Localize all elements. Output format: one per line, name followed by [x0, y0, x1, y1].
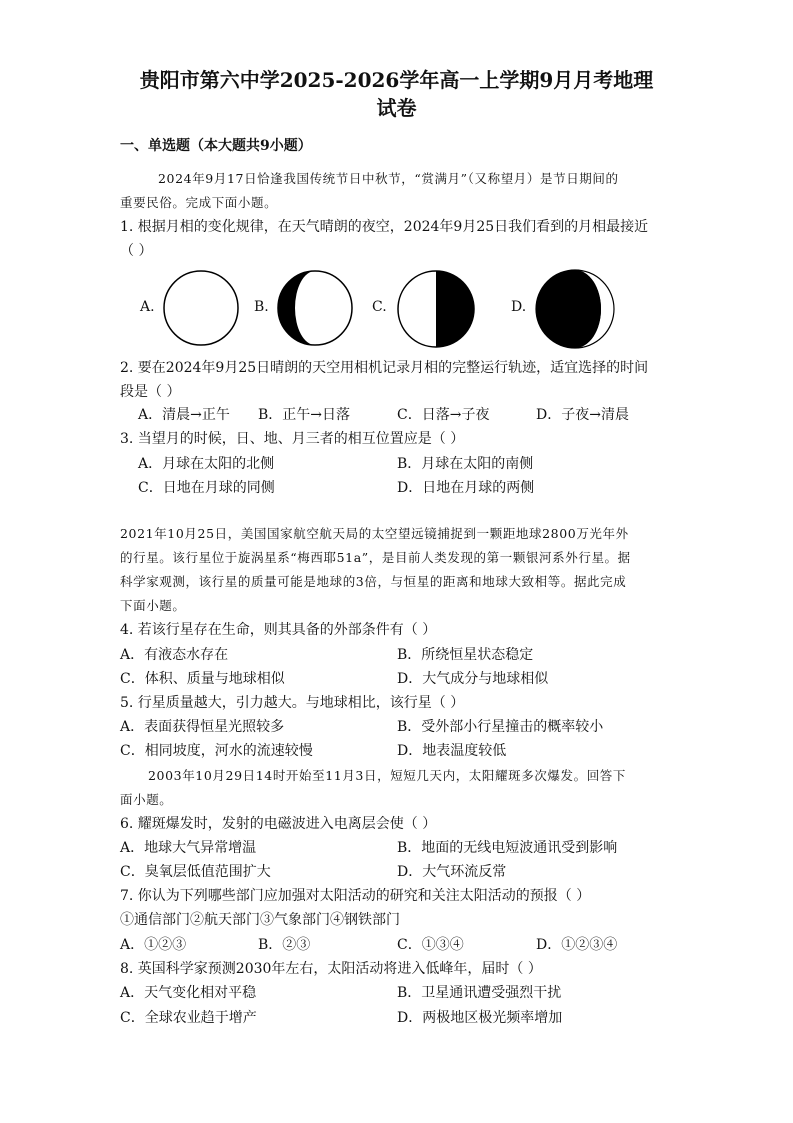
q2-option-c: C．日落→子夜	[397, 407, 490, 423]
full-moon-icon	[162, 269, 240, 347]
q5-option-b: B．受外部小行星撞击的概率较小	[397, 719, 604, 735]
question-7-items: ①通信部门②航天部门③气象部门④钢铁部门	[120, 912, 400, 928]
q8-option-d: D．两极地区极光频率增加	[397, 1010, 563, 1026]
passage-3-line-2: 面小题。	[120, 792, 173, 807]
q6-option-d: D．大气环流反常	[397, 864, 507, 880]
q5-option-d: D．地表温度较低	[397, 743, 507, 759]
q4-option-a: A．有液态水存在	[120, 647, 229, 663]
q8-option-b: B．卫星通讯遭受强烈干扰	[397, 985, 562, 1001]
exam-title-continued: 试卷	[376, 96, 417, 120]
q4-option-b: B．所绕恒星状态稳定	[397, 647, 534, 663]
q7-option-c: C．①③④	[397, 937, 464, 953]
q3-option-c: C．日地在月球的同侧	[138, 480, 275, 496]
q7-option-b: B．②③	[258, 937, 311, 953]
q3-option-a: A．月球在太阳的北侧	[138, 456, 275, 472]
q4-option-d: D．大气成分与地球相似	[397, 671, 549, 687]
q8-option-a: A．天气变化相对平稳	[120, 985, 257, 1001]
q7-option-d: D．①②③④	[536, 937, 618, 953]
passage-2-line-4: 下面小题。	[120, 598, 186, 613]
question-8: 8. 英国科学家预测2030年左右，太阳活动将进入低峰年，届时（ ）	[120, 961, 542, 977]
q2-option-d: D．子夜→清晨	[536, 407, 629, 423]
q7-option-a: A．①②③	[120, 937, 187, 953]
q6-option-b: B．地面的无线电短波通讯受到影响	[397, 840, 618, 856]
last-quarter-moon-icon	[396, 269, 476, 349]
question-2-continued: 段是（ ）	[120, 384, 181, 400]
waxing-gibbous-moon-icon	[276, 269, 354, 347]
waning-crescent-moon-icon	[534, 268, 618, 350]
q3-option-d: D．日地在月球的两侧	[397, 480, 535, 496]
q6-option-a: A．地球大气异常增温	[120, 840, 257, 856]
question-1-bracket: （ ）	[120, 243, 153, 259]
passage-2-line-2: 的行星。该行星位于旋涡星系“梅西耶51a”，是目前人类发现的第一颗银河系外行星。据	[120, 550, 631, 565]
q2-option-b: B．正午→日落	[258, 407, 351, 423]
q6-option-c: C．臭氧层低值范围扩大	[120, 864, 271, 880]
question-3: 3. 当望月的时候，日、地、月三者的相互位置应是（ ）	[120, 431, 465, 447]
option-a-label: A.	[140, 299, 155, 315]
question-4: 4. 若该行星存在生命，则其具备的外部条件有（ ）	[120, 622, 437, 638]
option-c-label: C.	[372, 299, 387, 315]
question-5: 5. 行星质量越大，引力越大。与地球相比，该行星（ ）	[120, 695, 465, 711]
option-d-label: D.	[511, 299, 527, 315]
q8-option-c: C．全球农业趋于增产	[120, 1010, 257, 1026]
q4-option-c: C．体积、质量与地球相似	[120, 671, 285, 687]
question-1: 1. 根据月相的变化规律，在天气晴朗的夜空，2024年9月25日我们看到的月相最接近	[120, 219, 649, 235]
passage-2-line-1: 2021年10月25日，美国国家航空航天局的太空望远镜捕捉到一颗距地球2800万光年外	[120, 526, 629, 541]
passage-1-line-2: 重要民俗。完成下面小题。	[120, 195, 278, 210]
question-6: 6. 耀斑爆发时，发射的电磁波进入电离层会使（ ）	[120, 816, 437, 832]
exam-title: 贵阳市第六中学2025-2026学年高一上学期9月月考地理	[139, 68, 654, 92]
passage-1-line-1: 2024年9月17日恰逢我国传统节日中秋节，“赏满月”（又称望月）是节日期间的	[158, 171, 619, 186]
q2-option-a: A．清晨→正午	[138, 407, 230, 423]
question-2: 2. 要在2024年9月25日晴朗的天空用相机记录月相的完整运行轨迹，适宜选择的时间	[120, 360, 649, 376]
q5-option-c: C．相同坡度，河水的流速较慢	[120, 743, 313, 759]
option-b-label: B.	[254, 299, 269, 315]
section-heading: 一、单选题（本大题共9小题）	[120, 138, 312, 154]
question-7: 7. 你认为下列哪些部门应加强对太阳活动的研究和关注太阳活动的预报（ ）	[120, 888, 591, 904]
passage-3-line-1: 2003年10月29日14时开始至11月3日，短短几天内，太阳耀斑多次爆发。回答下	[148, 768, 626, 783]
passage-2-line-3: 科学家观测，该行星的质量可能是地球的3倍，与恒星的距离和地球大致相等。据此完成	[120, 574, 627, 589]
q3-option-b: B．月球在太阳的南侧	[397, 456, 534, 472]
q5-option-a: A．表面获得恒星光照较多	[120, 719, 285, 735]
